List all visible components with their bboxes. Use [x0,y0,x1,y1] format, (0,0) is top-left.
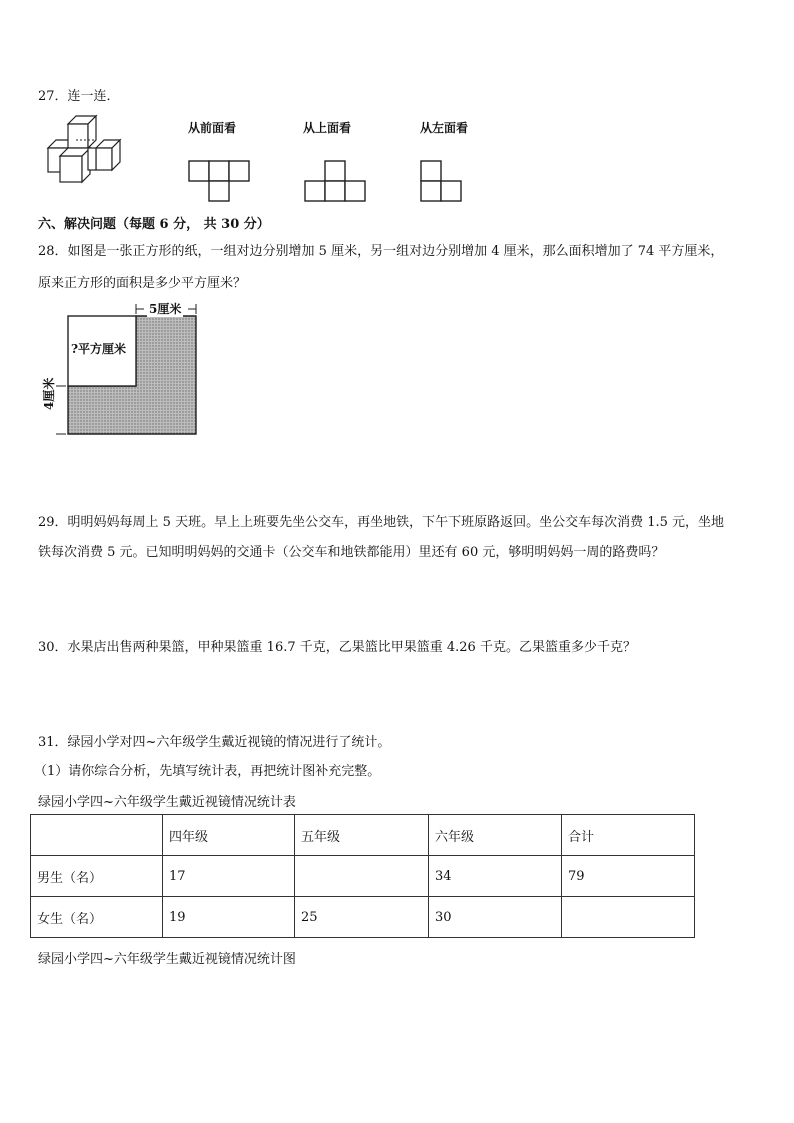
q30-line-1: 30．水果店出售两种果篮，甲种果篮重 16.7 千克，乙果篮比甲果篮重 4.26 千克。乙果篮重多少千克？ [38,640,636,655]
table-row-girls [31,897,695,938]
table-header-cell: 六年级 [429,815,562,856]
figure-side-label: 4厘米 [42,377,56,410]
q28-line-1: 28．如图是一张正方形的纸，一组对边分别增加 5 厘米，另一组对边分别增加 4 厘米，那么面积增加了 74 平方厘米， [38,244,724,259]
table-title: 绿园小学四~六年级学生戴近视镜情况统计表 [38,795,296,810]
table-row-boys [31,856,695,897]
view-label-top: 从上面看 [303,121,352,135]
figure-top-label: 5厘米 [149,302,182,316]
chart-title: 绿园小学四~六年级学生戴近视镜情况统计图 [38,952,296,967]
view-label-front: 从前面看 [188,121,237,135]
table-cell: 25 [295,897,429,938]
table-header-cell: 四年级 [163,815,295,856]
q28-line-2: 原来正方形的面积是多少平方厘米？ [38,276,247,291]
table-cell: 30 [429,897,562,938]
square-paper-figure [38,300,203,440]
top-view-shape [304,160,366,202]
table-header-cell: 五年级 [295,815,429,856]
table-cell: 女生（名） [31,897,163,938]
table-cell: 男生（名） [31,856,163,897]
table-cell-blank-input[interactable] [562,897,695,938]
statistics-table [30,814,695,938]
table-cell-blank-input[interactable] [295,856,429,897]
table-cell: 34 [429,856,562,897]
table-cell: 79 [562,856,695,897]
q27-title: 27．连一连． [38,89,120,104]
front-view-shape [188,160,250,202]
table-cell: 19 [163,897,295,938]
q31-line-2: （1）请你综合分析，先填写统计表，再把统计图补充完整。 [34,764,381,779]
table-cell: 17 [163,856,295,897]
section-6-heading: 六、解决问题（每题 6 分， 共 30 分） [38,217,270,232]
figure-inner-label: ?平方厘米 [71,342,127,356]
table-header-cell [31,815,163,856]
cube-stack-figure [40,112,130,187]
left-view-shape [420,160,462,202]
q31-line-1: 31．绿园小学对四~六年级学生戴近视镜的情况进行了统计。 [38,735,391,750]
q29-line-2: 铁每次消费 5 元。已知明明妈妈的交通卡（公交车和地铁都能用）里还有 60 元，够明明妈妈一周的路费吗？ [38,545,665,560]
view-label-left: 从左面看 [420,121,469,135]
table-header-row [31,815,695,856]
table-header-cell: 合计 [562,815,695,856]
q29-line-1: 29．明明妈妈每周上 5 天班。早上上班要先坐公交车，再坐地铁，下午下班原路返回。坐公交车每次消费 1.5 元，坐地 [38,515,725,530]
